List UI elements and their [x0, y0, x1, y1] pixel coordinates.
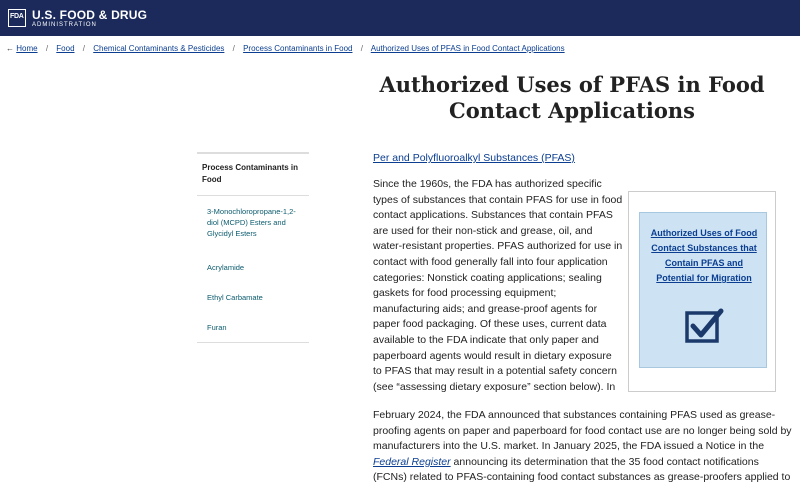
federal-register-link[interactable]: Federal Register [373, 455, 451, 468]
breadcrumb-current-page[interactable]: Authorized Uses of PFAS in Food Contact Applications [370, 44, 565, 53]
sidebar-divider [197, 342, 309, 343]
breadcrumb [6, 44, 565, 53]
breadcrumb-chemical-contaminants[interactable]: Chemical Contaminants & Pesticides [93, 44, 225, 53]
agency-subtitle: ADMINISTRATION [32, 22, 97, 28]
breadcrumb-process-contaminants[interactable]: Process Contaminants in Food [243, 44, 353, 53]
callout-panel[interactable] [639, 212, 767, 368]
intro-paragraph-continued [373, 408, 793, 486]
fda-logo[interactable] [8, 9, 26, 27]
page-title: Authorized Uses of PFAS in Food Contact Applications [379, 72, 765, 123]
breadcrumb-separator: / [82, 44, 85, 53]
callout-box [628, 191, 776, 392]
fda-logo-text: FDA [10, 13, 24, 20]
pfas-link[interactable]: Per and Polyfluoroalkyl Substances (PFAS) [373, 152, 575, 164]
breadcrumb-separator: / [360, 44, 363, 53]
paragraph-text: February 2024, the FDA announced that substances containing PFAS used as grease-proofing agents on paper and paperboard for food contact use are no longer being sold by manufacturers into the U.S. market. In January 2025, the FDA issued a Notice in the [373, 409, 792, 453]
paragraph-text: announcing its determination that the 35 food contact notifications (FCNs) related to PFAS-containing food contact substances as grease-proofers applied to [373, 455, 791, 484]
sidebar-item-ethyl-carbamate[interactable]: Ethyl Carbamate [207, 293, 263, 302]
arrow-left-icon: ← [6, 44, 14, 53]
agency-name[interactable]: U.S. FOOD & DRUG [32, 8, 148, 22]
sidebar-item-acrylamide[interactable]: Acrylamide [207, 263, 245, 272]
breadcrumb-separator: / [232, 44, 235, 53]
checkbox-checked-icon [684, 308, 724, 344]
sidebar-item-furan[interactable]: Furan [207, 323, 227, 332]
breadcrumb-food[interactable]: Food [56, 44, 75, 53]
breadcrumb-home[interactable]: Home [16, 44, 38, 53]
intro-paragraph: Since the 1960s, the FDA has authorized specific types of substances that contain PFAS for use in food contact applications. Substances that contain PFAS are used for their non-stick and grease, oil, and water-resistant properties. PFAS authorized for use in contact with food generally fall into four application categories: Nonstick coating applications; sealing gaskets for food processing equipment; manufacturing aids; and grease-proof agents for paper food packaging. Of these uses, current data available to the FDA indicate that only paper and paperboard agents would result in dietary exposure to PFAS that may result in a potential safety concern (see “assessing dietary exposure” section below). In [373, 178, 623, 393]
authorized-uses-link[interactable]: Authorized Uses of Food Contact Substances that Contain PFAS and Potential for Migration [650, 228, 758, 283]
sidebar-nav [197, 152, 309, 332]
sidebar-heading[interactable]: Process Contaminants in Food [197, 152, 309, 196]
site-header [0, 0, 800, 36]
sidebar-item-mcpd-esters[interactable]: 3-Monochloropropane-1,2-diol (MCPD) Esters and Glycidyl Esters [207, 207, 296, 238]
breadcrumb-separator: / [45, 44, 49, 53]
